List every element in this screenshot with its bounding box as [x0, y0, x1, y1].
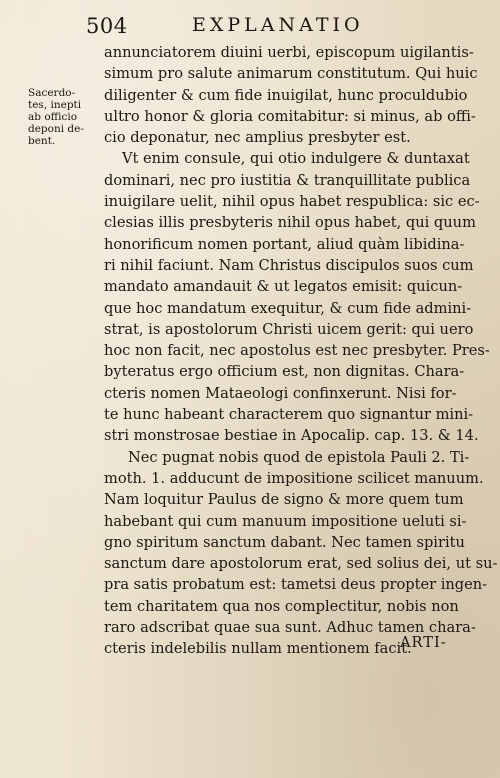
text-line: sanctum dare apostolorum erat, sed solius dei, ut su-	[104, 555, 498, 573]
text-line: byteratus ergo officium est, non dignitas. Chara-	[104, 363, 465, 381]
text-line: cteris nomen Mataeologi confinxerunt. Nisi for-	[104, 384, 457, 402]
text-line: dominari, nec pro iustitia & tranquillitate publica	[104, 171, 471, 189]
text-line: te hunc habeant characterem quo signantur mini-	[104, 406, 474, 424]
margin-note-line: ab officio	[28, 111, 78, 123]
body-text	[104, 42, 498, 660]
text-line: raro adscribat quae sua sunt. Adhuc tamen chara-	[104, 619, 476, 637]
text-line: diligenter & cum fide inuigilat, hunc proculdubio	[104, 86, 468, 104]
paragraph-start-line: Vt enim consule, qui otio indulgere & duntaxat	[122, 150, 470, 168]
text-line: hoc non facit, nec apostolus est nec presbyter. Pres-	[104, 342, 490, 360]
margin-note-line: bent.	[28, 135, 56, 147]
text-line: pra satis probatum est: tametsi deus propter ingen-	[104, 576, 488, 594]
text-line: inuigilare uelit, nihil opus habet respublica: sic ec-	[104, 193, 480, 211]
text-line: simum pro salute animarum constitutum. Qui huic	[104, 65, 478, 83]
text-line: ri nihil faciunt. Nam Christus discipulos suos cum	[104, 256, 474, 274]
text-line: strat, is apostolorum Christi uicem gerit: qui uero	[104, 320, 474, 338]
catchword: ARTI-	[400, 634, 447, 651]
page-number: 504	[86, 14, 128, 38]
text-line: clesias illis presbyteris nihil opus habet, qui quum	[104, 214, 476, 232]
text-line: tem charitatem qua nos complectitur, nobis non	[104, 597, 459, 615]
text-line: honorificum nomen portant, aliud quàm libidina-	[104, 235, 465, 253]
running-title: EXPLANATIO	[192, 14, 364, 36]
text-line: moth. 1. adducunt de impositione scilicet manuum.	[104, 469, 484, 487]
margin-note-line: tes, inepti	[28, 99, 82, 111]
text-line: Nam loquitur Paulus de signo & more quem tum	[104, 491, 464, 509]
text-line: que hoc mandatum exequitur, & cum fide admini-	[104, 299, 472, 317]
text-line: cio deponatur, nec amplius presbyter est.	[104, 129, 411, 147]
text-line: cteris indelebilis nullam mentionem facit.	[104, 640, 412, 658]
text-line: ultro honor & gloria comitabitur: si minus, ab offi-	[104, 107, 476, 125]
text-line: habebant qui cum manuum impositione ueluti si-	[104, 512, 467, 530]
paragraph-start-line: Nec pugnat nobis quod de epistola Pauli 2. Ti-	[128, 448, 470, 466]
text-line: mandato amandauit & ut legatos emisit: quicun-	[104, 278, 463, 296]
margin-note	[28, 87, 104, 147]
margin-note-line: deponi de-	[28, 123, 84, 135]
text-line: stri monstrosae bestiae in Apocalip. cap. 13. & 14.	[104, 427, 479, 445]
text-line: gno spiritum sanctum dabant. Nec tamen spiritu	[104, 533, 465, 551]
text-line: annunciatorem diuini uerbi, episcopum uigilantis-	[104, 44, 474, 61]
margin-note-line: Sacerdo-	[28, 87, 76, 99]
